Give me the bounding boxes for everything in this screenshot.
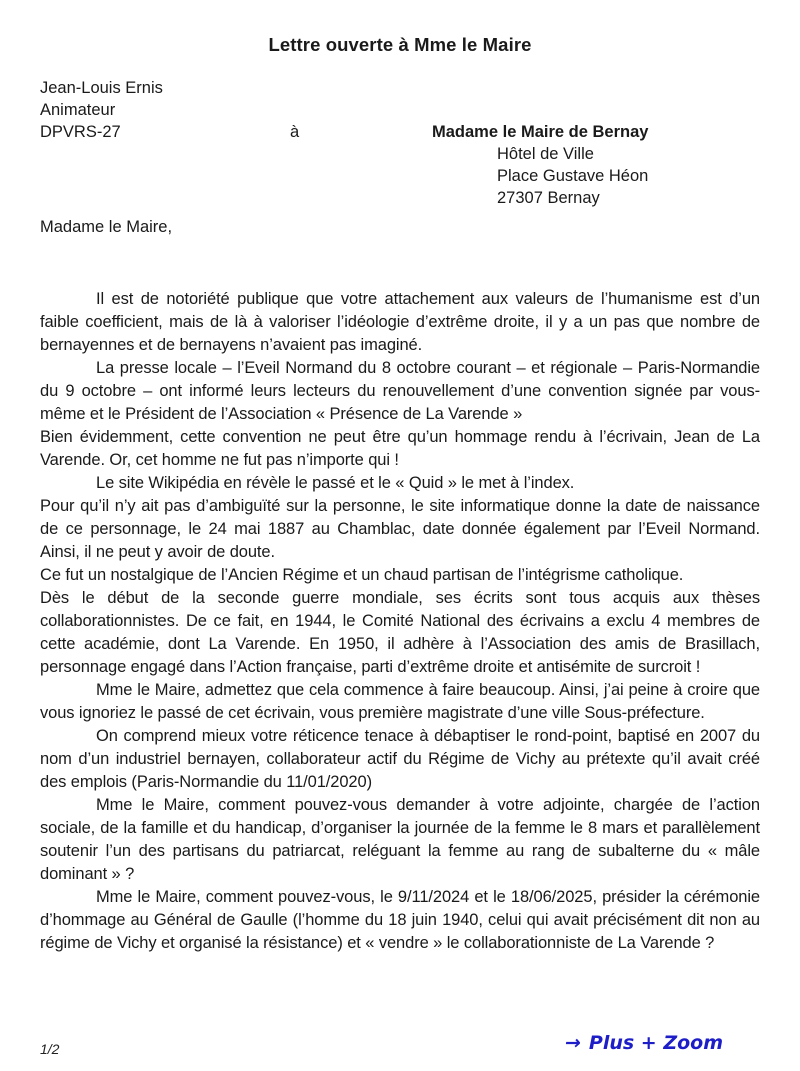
body-paragraph: Pour qu’il n’y ait pas d’ambiguïté sur la personne, le site informatique donne la date de naissance de ce personnage, le 24 mai 1887 au Chamblac, date donnée également par l’Eveil Normand. Ainsi, il ne peut y avoir de doute. — [40, 497, 760, 561]
body-paragraph: Dès le début de la seconde guerre mondiale, ses écrits sont tous acquis aux thèses collaborationnistes. De ce fait, en 1944, le Comité National des écrivains a exclu 4 membres de cette académie, dont La Varende. En 1950, il adhère à l’Association des amis de Brasillach, personnage engagé dans l’Action française, parti d’extrême droite et antisémite de surcroit ! — [40, 589, 760, 676]
plus-zoom-label: Plus + Zoom — [588, 1032, 723, 1054]
arrow-right-icon: → — [563, 1032, 583, 1054]
to-label: à — [290, 123, 300, 141]
recipient-address — [497, 143, 760, 209]
recipient-address-line: Hôtel de Ville — [497, 145, 594, 163]
body-paragraph: Mme le Maire, admettez que cela commence à faire beaucoup. Ainsi, j’ai peine à croire que vous ignoriez le passé de cet écrivain, vous première magistrate d’une ville Sous-préfecture. — [40, 681, 760, 722]
body-paragraph: Il est de notoriété publique que votre attachement aux valeurs de l’humanisme est d’un faible coefficient, mais de là à valoriser l’idéologie d’extrême droite, il y a un pas que nombre de bernayennes et de bernayens n’avaient pas imaginé. — [40, 290, 760, 354]
sender-role: Animateur — [40, 101, 116, 119]
reference-row — [40, 121, 760, 143]
page-number: 1/2 — [40, 1041, 60, 1057]
letter-header — [40, 77, 760, 209]
letter-body — [40, 288, 760, 955]
sender-name: Jean-Louis Ernis — [40, 79, 163, 97]
body-paragraph: Bien évidemment, cette convention ne peut être qu’un hommage rendu à l’écrivain, Jean de La Varende. Or, cet homme ne fut pas n’importe qui ! — [40, 428, 760, 469]
body-paragraph: La presse locale – l’Eveil Normand du 8 octobre courant – et régionale – Paris-Normandie du 9 octobre – ont informé leurs lecteurs du renouvellement d’une convention signée par vous-même et le Président de l’Association « Présence de La Varende » — [40, 359, 760, 423]
body-paragraph: Mme le Maire, comment pouvez-vous demander à votre adjointe, chargée de l’action sociale, de la famille et du handicap, d’organiser la journée de la femme le 8 mars et parallèlement soutenir l’un des partisans du patriarcat, reléguant la femme au rang de subalterne du « mâle dominant » ? — [40, 796, 760, 883]
recipient-address-line: 27307 Bernay — [497, 189, 600, 207]
recipient-name: Madame le Maire de Bernay — [432, 123, 649, 141]
body-paragraph: Mme le Maire, comment pouvez-vous, le 9/11/2024 et le 18/06/2025, présider la cérémonie d’hommage au Général de Gaulle (l’homme du 18 juin 1940, celui qui avait précisément dit non au régime de Vichy et organisé la résistance) et « vendre » le collaborationniste de La Varende ? — [40, 888, 760, 952]
body-paragraph: On comprend mieux votre réticence tenace à débaptiser le rond-point, baptisé en 2007 du nom d’un industriel bernayen, collaborateur actif du Régime de Vichy au prétexte qu’il avait créé des emplois (Paris-Normandie du 11/01/2020) — [40, 727, 760, 791]
letter-title: Lettre ouverte à Mme le Maire — [268, 34, 532, 55]
recipient-address-line: Place Gustave Héon — [497, 167, 649, 185]
body-paragraph: Le site Wikipédia en révèle le passé et le « Quid » le met à l’index. — [96, 474, 575, 492]
body-paragraph: Ce fut un nostalgique de l’Ancien Régime et un chaud partisan de l’intégrisme catholique. — [40, 566, 684, 584]
sender-reference: DPVRS-27 — [40, 123, 121, 141]
salutation: Madame le Maire, — [40, 218, 173, 236]
plus-zoom-link[interactable] — [565, 1032, 723, 1054]
